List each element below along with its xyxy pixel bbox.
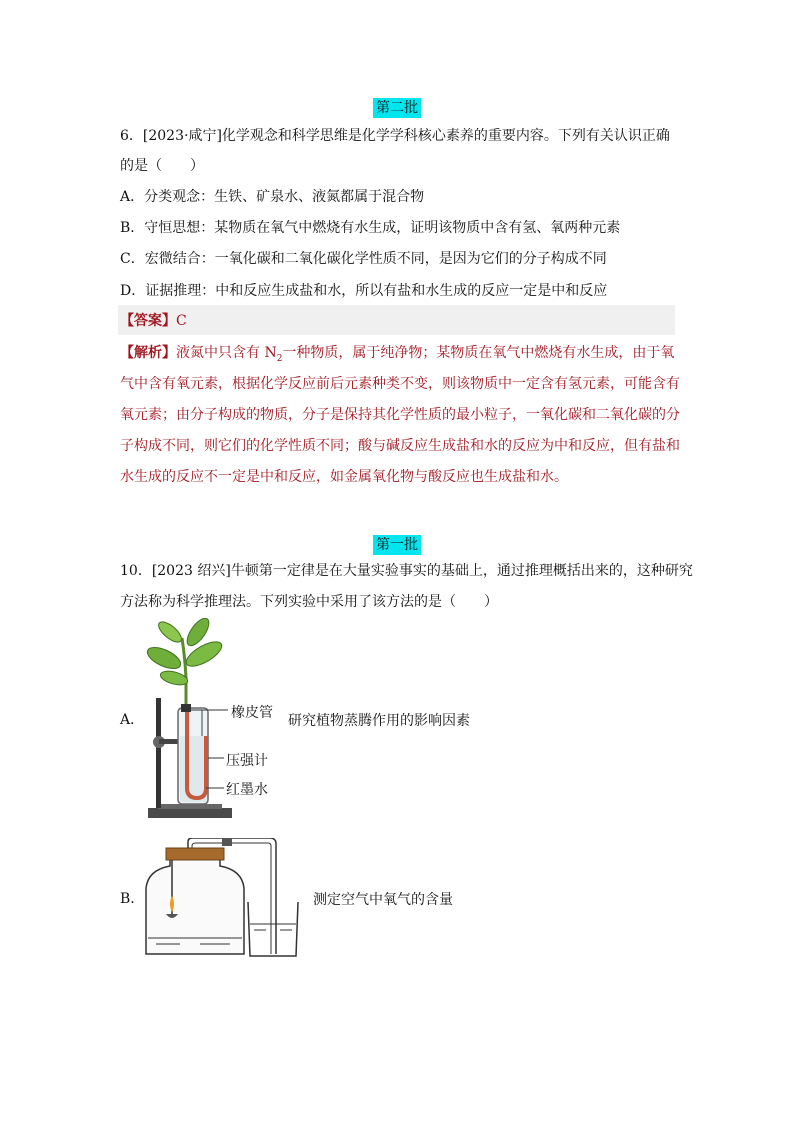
batch-label-second: 第二批 bbox=[373, 98, 421, 118]
glass-bottle bbox=[146, 858, 244, 954]
analysis-line3: 氧元素；由分子构成的物质，分子是保持其化学性质的最小粒子，一氧化碳和二氧化碳的分 bbox=[120, 407, 680, 423]
option-b-description: 测定空气中氧气的含量 bbox=[313, 892, 453, 908]
label-rubber-tube: 橡皮管 bbox=[231, 705, 273, 721]
answer-highlight bbox=[118, 305, 675, 335]
plant-stem bbox=[182, 638, 186, 704]
analysis-line4: 子构成不同，则它们的化学性质不同；酸与碱反应生成盐和水的反应为中和反应，但有盐和 bbox=[120, 438, 680, 454]
oxygen-content-apparatus-figure bbox=[140, 838, 300, 960]
question-6-stem-line1: 6．[2023·咸宁]化学观念和科学思维是化学学科核心素养的重要内容。下列有关认识正确 bbox=[120, 128, 670, 144]
answer-tag: 【答案】 bbox=[120, 313, 176, 329]
rubber-tube bbox=[181, 704, 191, 712]
option-a-description: 研究植物蒸腾作用的影响因素 bbox=[288, 713, 470, 729]
stand-base bbox=[148, 808, 232, 818]
question-6-option-c: C．宏微结合：一氧化碳和二氧化碳化学性质不同，是因为它们的分子构成不同 bbox=[120, 251, 607, 267]
answer-value: C bbox=[176, 313, 187, 329]
question-10-stem-line2: 方法称为科学推理法。下列实验中采用了该方法的是（ ） bbox=[120, 594, 498, 610]
label-pressure-gauge: 压强计 bbox=[226, 753, 268, 769]
label-red-ink: 红墨水 bbox=[226, 782, 268, 798]
stand-rod bbox=[156, 698, 161, 808]
analysis-text-b: 一种物质，属于纯净物；某物质在氧气中燃烧有水生成，由于氧 bbox=[282, 345, 675, 361]
question-6-stem-line2: 的是（ ） bbox=[120, 158, 204, 174]
option-a-letter: A． bbox=[120, 712, 145, 728]
bottle-stopper bbox=[166, 848, 224, 860]
analysis-subscript: 2 bbox=[276, 353, 283, 364]
analysis-line1 bbox=[120, 343, 674, 369]
analysis-line5: 水生成的反应不一定是中和反应，如金属氧化物与酸反应也生成盐和水。 bbox=[120, 469, 568, 485]
analysis-text-a: 液氮中只含有 N bbox=[176, 345, 277, 361]
analysis-line2: 气中含有氧元素，根据化学反应前后元素种类不变，则该物质中一定含有氢元素，可能含有 bbox=[120, 376, 680, 392]
analysis-tag: 【解析】 bbox=[120, 345, 176, 361]
tube-clamp bbox=[222, 838, 232, 846]
question-10-stem-line1: 10．[2023 绍兴]牛顿第一定律是在大量实验事实的基础上，通过推理概括出来的，这种研究 bbox=[120, 563, 693, 579]
question-6-option-d: D．证据推理：中和反应生成盐和水，所以有盐和水生成的反应一定是中和反应 bbox=[120, 283, 608, 299]
option-b-letter: B． bbox=[120, 891, 145, 907]
question-6-option-a: A．分类观念：生铁、矿泉水、液氮都属于混合物 bbox=[120, 189, 425, 205]
question-6-option-b: B．守恒思想：某物质在氧气中燃烧有水生成，证明该物质中含有氢、氧两种元素 bbox=[120, 220, 621, 236]
batch-label-first: 第一批 bbox=[373, 535, 421, 555]
answer-line bbox=[120, 311, 187, 331]
beaker bbox=[248, 902, 298, 956]
